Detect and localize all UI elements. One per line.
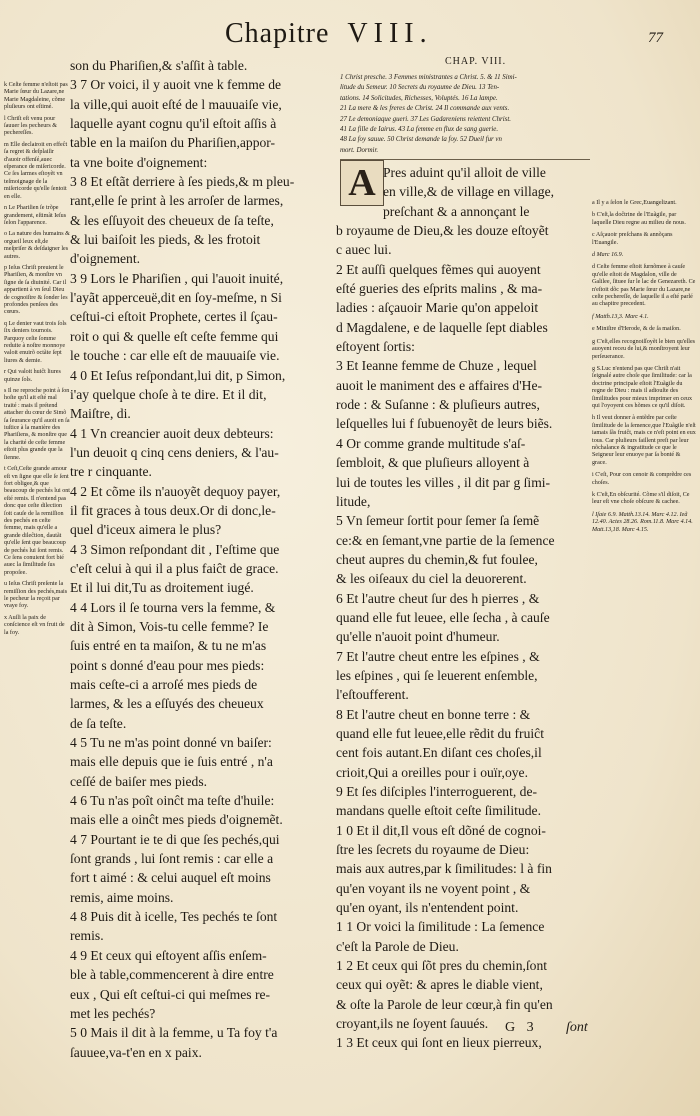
margin-note: d Ceſte femme eſtoit ſurnõmee à cauſe qu'elle eſtoit de Magdalon, ville de Galilee, ſituee ſur le lac de Genezareth. Ce n'eſtoit dõc pas Marie ſœur du Lazare,ne ceſte pechereſſe, de laquelle il a eſté parlé au chapitre precedent.	[592, 264, 696, 308]
text-line: mais elle a oinĉt mes pieds d'oignemẽt.	[70, 812, 283, 828]
text-line: Et il lui dit,Tu as droitement iugé.	[70, 580, 254, 596]
text-line: table en la maiſon du Phariſien,appor-	[70, 135, 276, 151]
text-line: ladies : aſçauoir Marie qu'on appeloit	[336, 300, 539, 316]
text-line: 4 6 Tu n'as poît oinĉt ma teſte d'huile:	[70, 793, 275, 809]
text-line: Maiſtre, di.	[70, 406, 131, 422]
margin-note: e Miniſtre d'Herode, & de ſa maiſon.	[592, 326, 681, 333]
text-line: les eſpines , qui ſe leuerent enſemble,	[336, 667, 538, 683]
text-line: mais elle depuis que ie ſuis entré , n'a	[70, 754, 273, 770]
text-line: lui de toutes les villes , il dit par g ſimi-	[336, 474, 551, 490]
text-line: 4 4 Lors il ſe tourna vers la femme, &	[70, 599, 276, 615]
text-line: Pres aduint qu'il alloit de ville	[383, 165, 546, 180]
signature-mark: G 3	[505, 1020, 538, 1035]
right-margin-notes	[592, 200, 696, 539]
margin-note: c Aſçauoir preſchans & annõçans l'Euangile.	[592, 232, 673, 246]
text-line: ſtre les ſecrets du royaume de Dieu:	[336, 842, 530, 858]
text-line: eux , Qui eſt ceſtui-ci qui meſmes re-	[70, 986, 271, 1002]
running-title: Chapitre	[225, 18, 330, 49]
text-line: la ville,qui auoit eſté de l mauuaiſe vie,	[70, 96, 282, 112]
left-text-column	[70, 56, 332, 1062]
margin-note: g C'eſt,elles recognoiſſoyẽt le bien qu'elles auoyent receu de lui,& monſtroyent leur perſeuerance.	[592, 338, 696, 360]
text-line: ſont grands , lui ſont remis : car elle a	[70, 851, 274, 867]
text-line: en ville,& de village en village,	[383, 184, 554, 200]
text-line: 4 5 Tu ne m'as point donné vn baiſer:	[70, 735, 272, 751]
text-line: de ſa teſte.	[70, 715, 127, 731]
right-text-column	[336, 163, 590, 1053]
text-line: qu'en oyant, ils n'entendent point.	[336, 900, 519, 916]
summary-line: 1 Christ presche. 3 Femmes ministrantes a Christ. 5. & 11 Simi-	[340, 74, 517, 81]
text-line: fort t aimé : & celui auquel eſt moins	[70, 870, 271, 886]
text-line: l'eſtoufferent.	[336, 687, 409, 703]
text-line: & lui baiſoit les pieds, & les frotoit	[70, 232, 261, 248]
summary-line: 48 La foy sauue. 50 Christ demande la foy. 52 Dueil fur vn	[340, 136, 502, 144]
text-line: ceſtui-ci eſtoit Prophete, certes il ſçau-	[70, 309, 278, 325]
text-line: son du Phariſien,& s'aſſit à table.	[70, 58, 248, 73]
margin-note: t Ceſt,Ceſte grande amour eſt vn ſigne que elle ſe ſent fort obligee,& que beaucoup de pechés lui ont eſté remis. Il n'entend pas donc que ceſte dilection ſoit cauſe de la remiſſion des pechés en ceſte femme, mais qu'elle a grande dileĉtion, dautãt qu'elle ſent que beaucoup de pechés lui ſont remis. Ce ſens conuient fort bié auec la ſimilitude ſus propoſee.	[4, 466, 70, 576]
text-line: & les oiſeaux du ciel la deuorerent.	[336, 571, 527, 587]
text-line: 3 9 Lors le Phariſien , qui l'auoit inuité,	[70, 270, 284, 286]
text-line: ſembloit, & que pluſieurs alloyent à	[336, 455, 530, 471]
margin-note: u Ieſus Chriſt preſente la remiſſion des pechés,mais le pecheur la reçoit par vraye foy.	[4, 581, 68, 610]
text-line: 4 8 Puis dit à icelle, Tes pechés te ſont	[70, 909, 278, 925]
margin-note: m Elle declairoit en effeĉt ſa regret & deſplaiſir d'auoir offenſé,auec eſperance de miſericorde. Ce ſes larmes eſtoyẽt vn teſmoignage de la miſericorde qu'elle ſentoit en elle.	[4, 141, 68, 200]
scripture-reference: d Marc 16.9.	[592, 252, 624, 259]
text-line: laquelle ayant cognu qu'il eſtoit aſſis à	[70, 116, 277, 132]
text-line: 3 7 Or voici, il y auoit vne k femme de	[70, 77, 282, 93]
text-line: 1 1 Or voici la ſimilitude : La ſemence	[336, 919, 545, 935]
margin-note: r Qui valoit huiĉt liures quinze ſols.	[4, 369, 61, 383]
text-line: litude,	[336, 493, 371, 509]
margin-note: g S.Luc n'entend pas que Chriſt n'ait ſeignalé autre choſe que ſimilitude: car la doctrine principale eſtoit l'Euãgile du regne de Dieu : mais il adiouſte des ſimilitudes pour mieux imprimer en ceux qui l'oyoyent ces hõmes ce qu'il diſoit.	[592, 365, 693, 409]
summary-line: 21 La mere & les freres de Christ. 24 Il commande aux vents.	[340, 105, 510, 113]
drop-capital: A	[340, 160, 384, 206]
summary-line: mort. Dormir.	[340, 146, 379, 154]
text-line: remis.	[70, 928, 104, 944]
text-line: point s donné d'eau pour mes pieds:	[70, 657, 265, 673]
summary-line: litude du Semeur. 10 Secrets du royaume de Dieu. 13 Ten-	[340, 84, 500, 92]
text-line: qu'elle n'auoit point d'humeur.	[336, 629, 500, 645]
text-line: larmes, & les a eſſuyés des cheueux	[70, 696, 264, 712]
text-line: qu'en voyant ils ne voyent point , &	[336, 880, 531, 896]
text-line: quel d'iceux aimera le plus?	[70, 522, 222, 538]
margin-note: p Ieſus Chriſt preuient le Phariſien, & monſtre vn ſigne de ſa diuinité. Car il appartient à vn ſeul Dieu de cognoiſtre & ſonder les profondes penſees des cœurs.	[4, 264, 68, 316]
text-line: 3 8 Et eſtãt derriere à ſes pieds,& m pleu-	[70, 174, 295, 190]
text-line: tre r cinquante.	[70, 464, 152, 480]
text-line: cheut aupres du chemin,& fut foulee,	[336, 551, 538, 567]
text-line: 6 Et l'autre cheut ſur des h pierres , &	[336, 590, 540, 606]
text-line: 4 3 Simon reſpondant dit , I'eſtime que	[70, 541, 280, 557]
text-line: ceſſé de baiſer mes pieds.	[70, 773, 208, 789]
text-line: eſté gueries des eſprits malins , & ma-	[336, 281, 543, 297]
text-line: auoit le maniment des e affaires d'He-	[336, 377, 543, 393]
text-line: quand elle fut leuee, elle ſecha , à cauſe	[336, 609, 550, 625]
margin-note: a Il y a ſelon le Grec,Euangelizant.	[592, 200, 677, 206]
text-line: il fit graces à tous deux.Or di donc,le-	[70, 502, 276, 518]
left-margin-notes	[4, 82, 70, 641]
text-line: c'eſt la Parole de Dieu.	[336, 938, 459, 954]
text-line: 1 0 Et il dit,Il vous eſt dõné de cognoi-	[336, 822, 546, 838]
text-line: d Magdalene, e de laquelle ſept diables	[336, 319, 548, 335]
text-line: rant,elle ſe print à les arroſer de larmes,	[70, 193, 284, 209]
text-line: roit o qui & quelle eſt ceſte femme qui	[70, 328, 279, 344]
text-line: 4 2 Et cõme ils n'auoyẽt dequoy payer,	[70, 483, 281, 499]
text-line: 5 Vn ſemeur ſortit pour ſemer ſa ſemẽ	[336, 513, 540, 529]
margin-note: k C'eſt,En obſcurité. Cõme s'il diſoit, Ce leur eſt vne choſe obſcure & cachee.	[592, 492, 690, 506]
text-line: c'eſt celui à qui il a plus faiĉt de grace.	[70, 560, 279, 576]
text-line: leſquelles lui f ſubuenoyẽt de leurs biẽs.	[336, 416, 553, 432]
text-line: c auec lui.	[336, 242, 392, 258]
margin-note: q Le denier vaut trois ſols ſix deniers tournois. Parquoy ceſte ſomme reduite à noſtre monnoye valoit enuirõ octãte ſept liures & demie.	[4, 320, 67, 364]
summary-line: 41 La fille de Iairus. 43 La femme en flux de sang guerie.	[340, 126, 499, 134]
text-line: & oſte la Parole de leur cœur,à fin qu'en	[336, 996, 553, 1012]
margin-note: h Il veut donner à entẽdre par ceſte ſimilitude de la ſemence,que l'Euãgile n'eſt iamais ſãs fruiĉt, mais ce n'eſt point en eux tous. Car pluſieurs faillent preſt par leur nõchalance & ingratitude ce que le Seigneur leur enuoye par ſa bonté & grace.	[592, 415, 696, 466]
margin-note: b C'eſt,la doĉtrine de l'Euãgile, par laquelle Dieu regne au milieu de nous.	[592, 212, 686, 226]
text-line: ſauuee,va-t'en en x paix.	[70, 1044, 202, 1060]
text-line: le touche : car elle eſt de mauuaiſe vie.	[70, 348, 280, 364]
text-line: eſtoyent ſortis:	[336, 339, 415, 355]
margin-note: k Ceſte femme n'eſtoit pas Marie ſœur du Lazare,ne Marie Magdaleine, cõme pluſieurs ont eſtimé.	[4, 82, 68, 111]
summary-line: 27 Le demoniaque gueri. 37 Les Gadareniens reiettent Christ.	[340, 115, 511, 123]
folio-number: 77	[648, 30, 663, 46]
text-line: remis, aime moins.	[70, 889, 174, 905]
text-line: quand elle fut leuee,elle rẽdit du fruiĉt	[336, 725, 544, 741]
text-line: ceux qui oyẽt: & apres le diable vient,	[336, 977, 543, 993]
text-line: croyant,ils ne ſoyent ſauués.	[336, 1016, 489, 1032]
margin-note: n Le Phariſien ſe trõpe grandement, eſtimãt Ieſus ſelon l'apparence.	[4, 205, 67, 226]
chapter-label: CHAP. VIII.	[445, 56, 507, 67]
margin-note: s Il ne reproche point à ſon hoſte qu'il ait eſté mal traité : mais il prétend attacher du cœur de Simõ ſa ſeurance qu'il auoit en ſa iuſtice à la manière des Phariſiens, & monſtre que la charité de ceſte femme eſtoit plus grande que la ſienne.	[4, 388, 70, 461]
text-line: 2 Et auſſi quelques fẽmes qui auoyent	[336, 261, 541, 277]
text-line: & les eſſuyoit des cheueux de ſa teſte,	[70, 212, 274, 228]
chapter-summary	[340, 73, 590, 156]
text-line: ta vne boite d'oignement:	[70, 154, 208, 170]
margin-note: o La nature des humains & orgueil leux eſt,de meſpriſer & deſdaigner les autres.	[4, 231, 70, 260]
text-line: mais ceſte-ci a arroſé mes pieds de	[70, 677, 258, 692]
text-line: 5 0 Mais il dit à la femme, u Ta foy t'a	[70, 1025, 278, 1041]
text-line: cent fois autant.En diſant ces choſes,il	[336, 745, 542, 761]
text-line: 1 3 Et ceux qui ſont en lieux pierreux,	[336, 1035, 542, 1051]
text-line: preſchant & a annonçant le	[383, 203, 530, 219]
text-line: 3 Et Ieanne femme de Chuze , lequel	[336, 358, 537, 374]
text-line: l'un deuoit q cinq cens deniers, & l'au-	[70, 444, 279, 460]
running-header	[225, 18, 585, 50]
text-line: mais aux autres,par k ſimilitudes: l à fin	[336, 861, 552, 877]
text-line: l'ayãt apperceuë,dit en ſoy-meſme, n Si	[70, 290, 282, 306]
text-line: ble à table,commencerent à dire entre	[70, 967, 274, 983]
text-line: met les pechés?	[70, 1005, 156, 1021]
text-line: 9 Et ſes diſciples l'interroguerent, de-	[336, 784, 538, 799]
summary-line: tations. 14 Solicitudes, Richesses, Voluptés. 16 La lampe.	[340, 94, 498, 102]
text-line: 4 9 Et ceux qui eſtoyent aſſis enſem-	[70, 947, 267, 963]
chapter-number: VIII.	[347, 18, 433, 49]
text-line: b royaume de Dieu,& les douze eſtoyẽt	[336, 223, 549, 239]
text-line: 4 7 Pourtant ie te di que ſes pechés,qui	[70, 831, 280, 847]
text-line: 8 Et l'autre cheut en bonne terre : &	[336, 706, 531, 722]
text-line: 7 Et l'autre cheut entre les eſpines , &	[336, 648, 540, 664]
text-line: i'ay quelque choſe à te dire. Et il dit,	[70, 386, 267, 402]
text-line: 4 0 Et Ieſus reſpondant,lui dit, p Simon,	[70, 367, 286, 383]
text-line: ce:& en ſemant,vne partie de la ſemence	[336, 532, 555, 548]
text-line: 4 Or comme grande multitude s'aſ-	[336, 435, 526, 451]
text-line: 1 2 Et ceux qui ſõt pres du chemin,ſont	[336, 958, 548, 974]
margin-note: i C'eſt, Pour con cenoir & comprẽdre ces choſes.	[592, 472, 692, 486]
text-line: dit à Simon, Vois-tu celle femme? Ie	[70, 618, 269, 634]
text-line: 4 1 Vn creancier auoit deux debteurs:	[70, 425, 274, 441]
text-line: ſuis entré en ta maiſon, & tu ne m'as	[70, 638, 267, 654]
scripture-reference: l Iſaie 6.9. Matth.13.14. Marc 4.12. Ieã 12.40. Actes 28.26. Rom.11.8. Marc 4.14. Matt.13,18. Marc 4.15.	[592, 511, 693, 533]
text-line: rode : & Suſanne : & pluſieurs autres,	[336, 397, 540, 413]
text-line: crioit,Qui a oreilles pour i ouïr,oye.	[336, 764, 528, 780]
margin-note: x Auſſi la paix de conſcience eſt vn fruit de la foy.	[4, 614, 65, 636]
catchword: ſont	[566, 1020, 588, 1035]
text-line: mandans quelle eſtoit ceſte ſimilitude.	[336, 803, 541, 819]
scripture-reference: f Matth.13,3. Marc 4.1.	[592, 313, 649, 320]
margin-note: l Chriſt eſt venu pour ſauuer les pecheurs & pechereſſes.	[4, 115, 57, 137]
text-line: d'oignement.	[70, 251, 141, 267]
